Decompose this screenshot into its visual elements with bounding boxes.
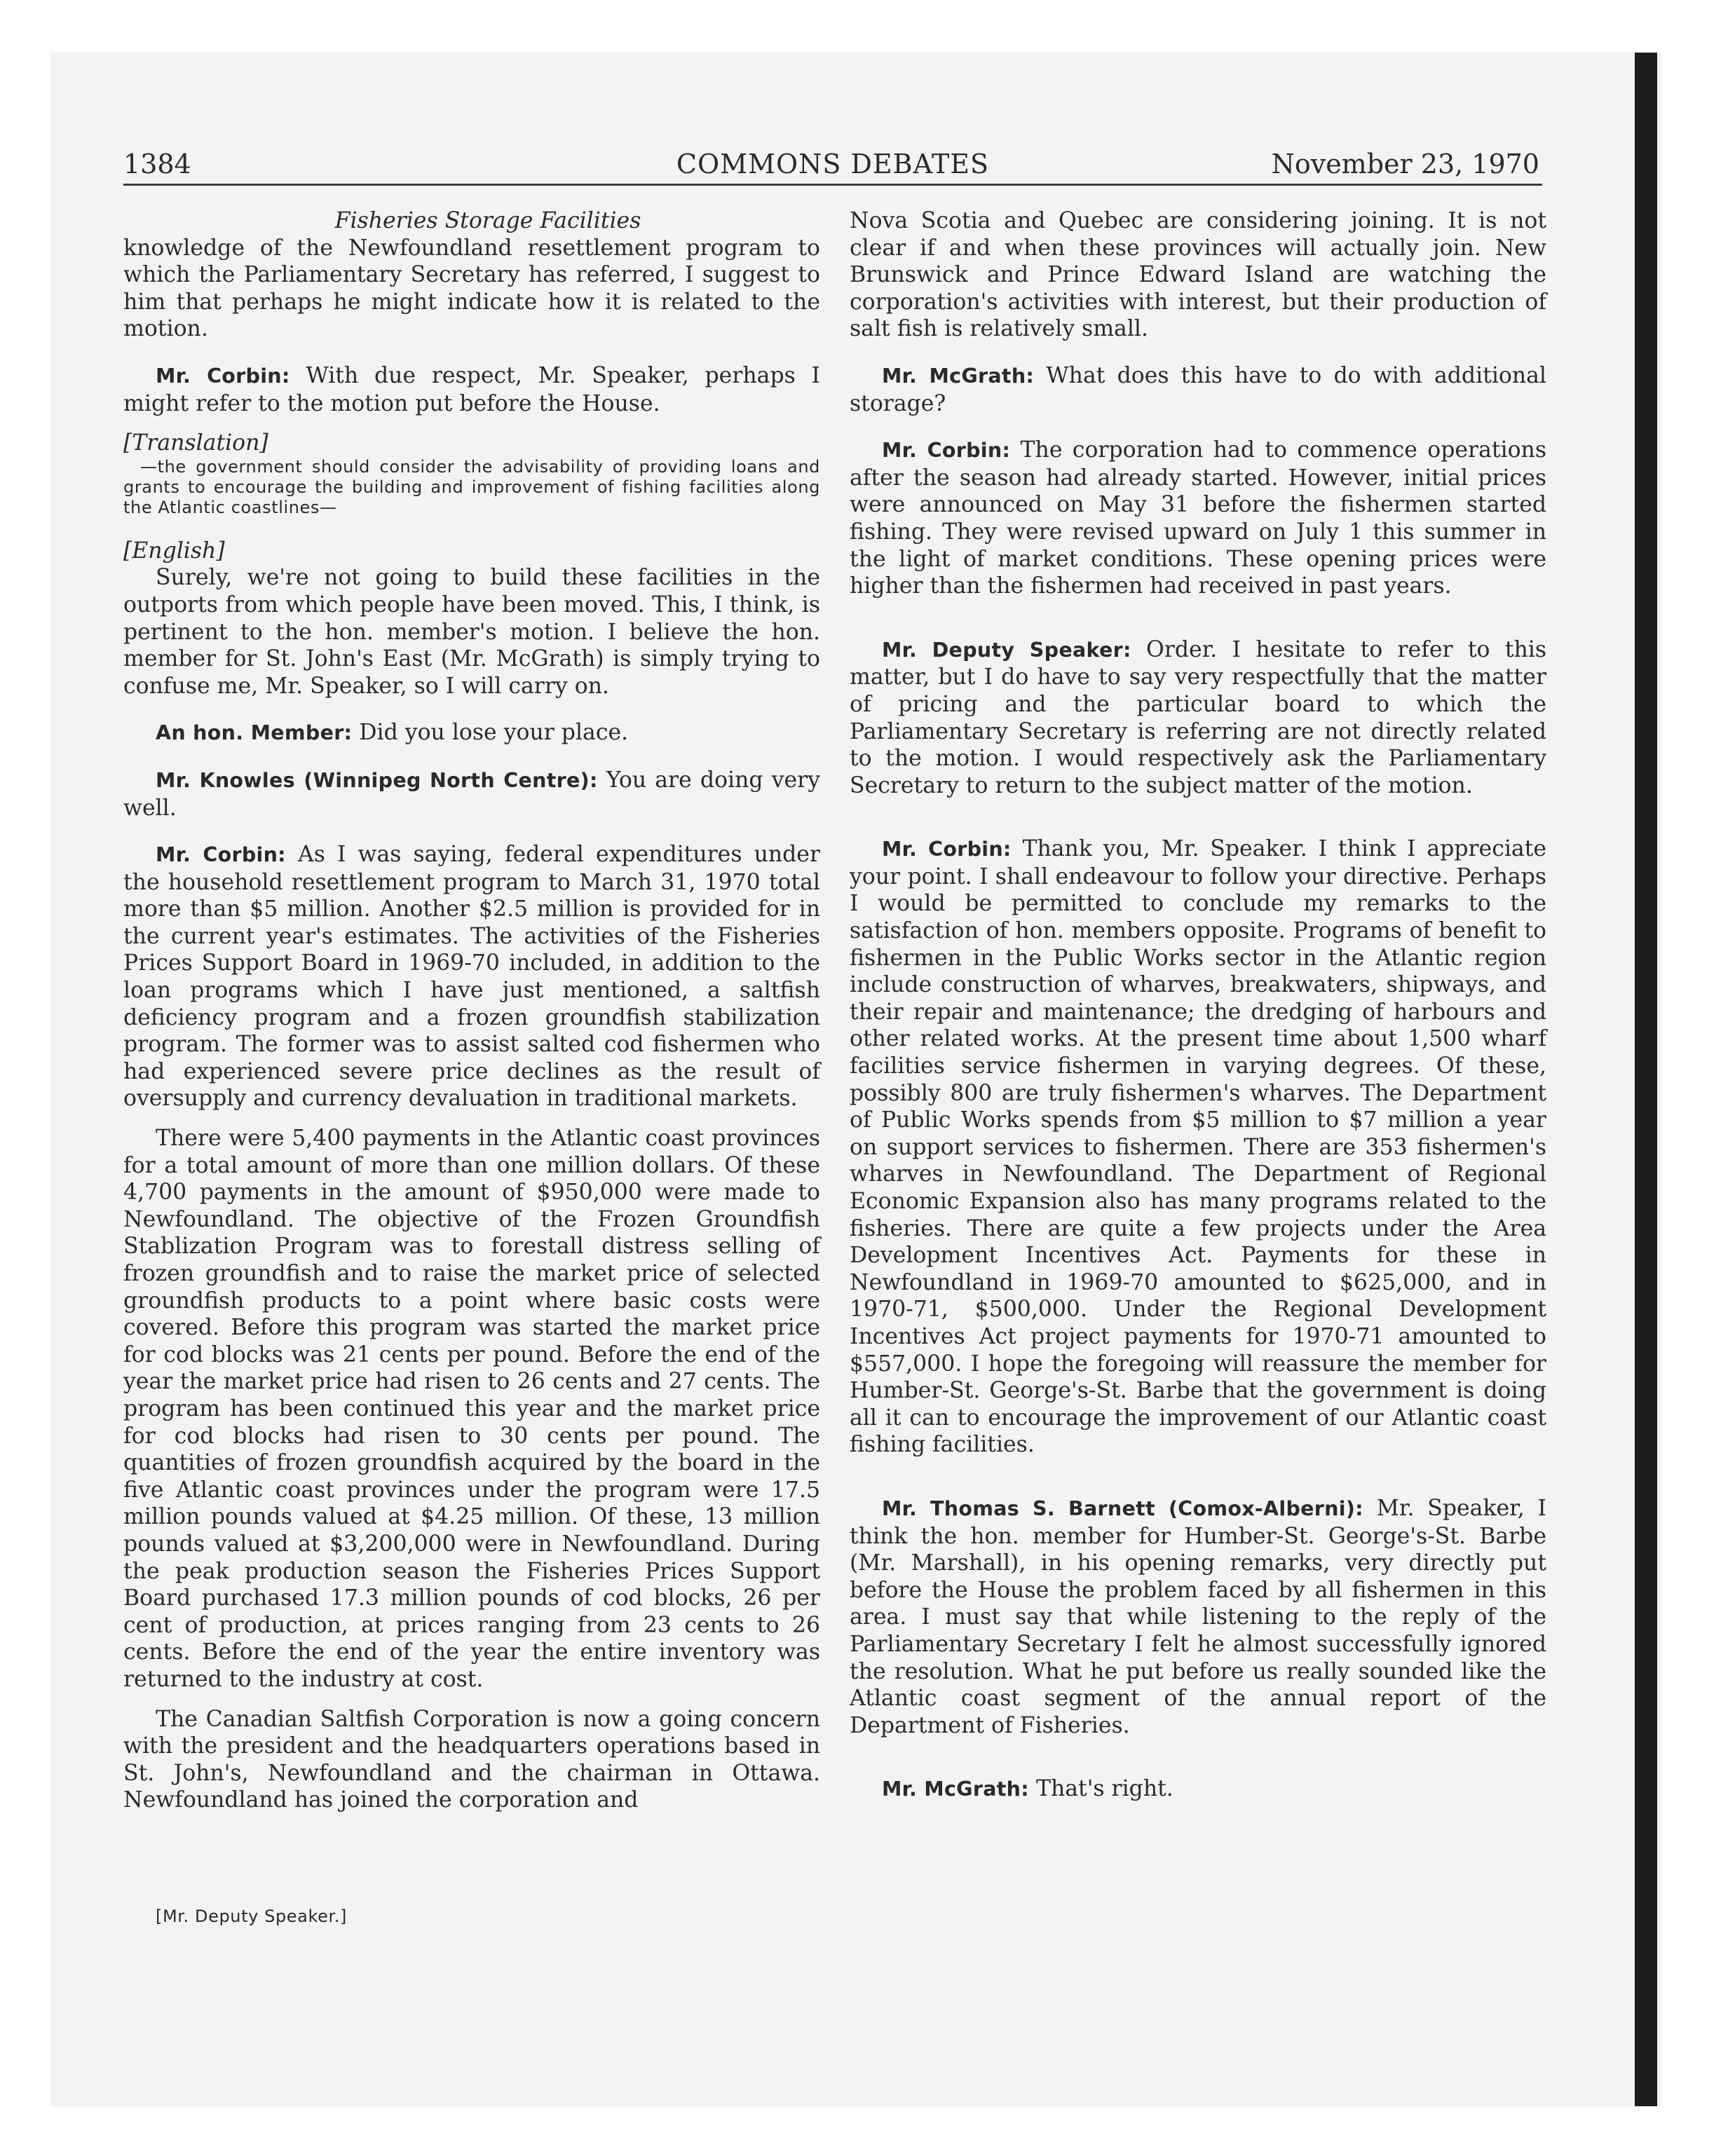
footnote-chair: [Mr. Deputy Speaker.] (156, 1906, 347, 1926)
speech-text: That's right. (1035, 1776, 1173, 1802)
speech-paragraph (123, 719, 820, 747)
speech-paragraph (850, 362, 1546, 417)
speech-paragraph (850, 636, 1546, 800)
speaker-name: Mr. Deputy Speaker: (882, 638, 1131, 662)
paragraph: Surely, we're not going to build these facilities in the outports from which people have been moved. This, I think, is pertinent to the hon. member's motion. I believe the hon. member for St. John's East (Mr. McGrath) is simply trying to confuse me, Mr. Speaker, so I will carry on. (123, 565, 820, 699)
right-column (850, 207, 1546, 1803)
paragraph: There were 5,400 payments in the Atlantic coast provinces for a total amount of more than one million dollars. Of these 4,700 payments in the amount of $950,000 were made to Newfoundland. The objective of the Frozen Groundfish Stablization Program was to forestall distress selling of frozen groundfish and to raise the market price of selected groundfish products to a point where basic costs were covered. Before this program was started the market price for cod blocks was 21 cents per pound. Before the end of the year the market price had risen to 26 cents and 27 cents. The program has been continued this year and the market price for cod blocks had risen to 30 cents per pound. The quantities of frozen groundfish acquired by the board in the five Atlantic coast provinces under the program were 17.5 million pounds valued at $4.25 million. Of these, 13 million pounds valued at $3,200,000 were in Newfoundland. During the peak production season the Fisheries Prices Support Board purchased 17.3 million pounds of cod blocks, 26 per cent of production, at prices ranging from 23 cents to 26 cents. Before the end of the year the entire inventory was returned to the industry at cost. (123, 1126, 820, 1692)
speaker-name: Mr. Corbin: (882, 439, 1011, 463)
speech-paragraph (850, 437, 1546, 600)
motion-quote: —the government should consider the advisability of providing loans and grants to encourage the building and improvement of fishing facilities along the Atlantic coastlines— (123, 456, 820, 517)
speech-paragraph (123, 767, 820, 821)
speech-text: Did you lose your place. (359, 720, 629, 746)
section-subhead: Fisheries Storage Facilities (334, 208, 641, 233)
speech-text: Thank you, Mr. Speaker. I think I appreciate your point. I shall endeavour to follow your directive. Perhaps I would be permitted to conclude my remarks to the satisfaction of hon. members opposite. Programs of benefit to fishermen in the Public Works sector in the Atlantic region include construction of wharves, breakwaters, shipways, and their repair and maintenance; the dredging of harbours and other related works. At the present time about 1,500 wharf facilities service fishermen in varying degrees. Of these, possibly 800 are truly fishermen's wharves. The Department of Public Works spends from $5 million to $7 million a year on support services to fishermen. There are 353 fishermen's wharves in Newfoundland. The Department of Regional Economic Expansion also has many programs related to the fisheries. There are quite a few projects under the Area Development Incentives Act. Payments for these in Newfoundland in 1969-70 amounted to $625,000, and in 1970-71, $500,000. Under the Regional Development Incentives Act project payments for 1970-71 amounted to $557,000. I hope the foregoing will reassure the member for Humber-St. George's-St. Barbe that the government is doing all it can to encourage the improvement of our Atlantic coast fishing facilities. (850, 836, 1546, 1458)
translation-label: [Translation] (123, 430, 268, 456)
page-header (123, 144, 1542, 186)
speech-text: The corporation had to commence operations after the season had already started. However, initial prices were announced on May 31 before the fishermen started fishing. They were revised upward on July 1 this summer in the light of market conditions. These opening prices were higher than the fishermen had received in past years. (850, 437, 1547, 599)
speaker-name: Mr. Knowles (Winnipeg North Centre): (156, 768, 598, 792)
speech-paragraph (850, 835, 1546, 1459)
speech-text: Mr. Speaker, I think the hon. member for Humber-St. George's-St. Barbe (Mr. Marshall), in his opening remarks, very directly put before the House the problem faced by all fishermen in this area. I must say that while listening to the reply of the Parliamentary Secretary I felt he almost successfully ignored the resolution. What he put before us really sounded like the Atlantic coast segment of the annual report of the Department of Fisheries. (850, 1495, 1547, 1738)
speaker-name: An hon. Member: (156, 721, 353, 745)
speech-text: Order. I hesitate to refer to this matter, but I do have to say very respectfully that the matter of pricing and the particular board to which the Parliamentary Secretary is referring are not directly related to the motion. I would respectively ask the Parliamentary Secretary to return to the subject matter of the motion. (850, 636, 1547, 798)
speaker-name: Mr. McGrath: (882, 1778, 1029, 1801)
paragraph: The Canadian Saltfish Corporation is now a going concern with the president and the headquarters operations based in St. John's, Newfoundland and the chairman in Ottawa. Newfoundland has joined the corporation and (123, 1706, 820, 1813)
speech-paragraph (123, 841, 820, 1112)
speaker-name: Mr. Corbin: (882, 838, 1012, 861)
speaker-name: Mr. Thomas S. Barnett (Comox-Alberni): (882, 1496, 1363, 1520)
speaker-name: Mr. McGrath: (882, 364, 1035, 388)
speech-paragraph (123, 362, 820, 417)
page-number: 1384 (123, 149, 191, 179)
publication-title: COMMONS DEBATES (676, 149, 990, 179)
speech-text: What does this have to do with additional storage? (850, 362, 1547, 416)
left-column (123, 207, 820, 1814)
speech-paragraph (850, 1495, 1546, 1739)
scan-edge-shadow (1635, 53, 1657, 2106)
speech-text: With due respect, Mr. Speaker, perhaps I might refer to the motion put before the House. (123, 362, 820, 416)
speech-text: As I was saying, federal expenditures under the household resettlement program to March 31, 1970 total more than $5 million. Another $2.5 million is provided for in the current year's estimates. The activities of the Fisheries Prices Support Board in 1969-70 included, in addition to the loan programs which I have just mentioned, a saltfish deficiency program and a frozen groundfish stabilization program. The former was to assist salted cod fishermen who had experienced severe price declines as the result of oversupply and currency devaluation in traditional markets. (123, 842, 821, 1112)
paragraph: knowledge of the Newfoundland resettlement program to which the Parliamentary Secretary has referred, I suggest to him that perhaps he might indicate how it is related to the motion. (123, 235, 820, 342)
english-label: [English] (123, 538, 225, 564)
speech-paragraph (850, 1775, 1546, 1803)
speaker-name: Mr. Corbin: (156, 843, 286, 867)
page-date: November 23, 1970 (1271, 149, 1539, 179)
speech-text: You are doing very well. (123, 767, 821, 821)
speaker-name: Mr. Corbin: (156, 364, 290, 388)
paragraph: Nova Scotia and Quebec are considering joining. It is not clear if and when these provinces will actually join. New Brunswick and Prince Edward Island are watching the corporation's activities with interest, but their production of salt fish is relatively small. (850, 208, 1546, 342)
